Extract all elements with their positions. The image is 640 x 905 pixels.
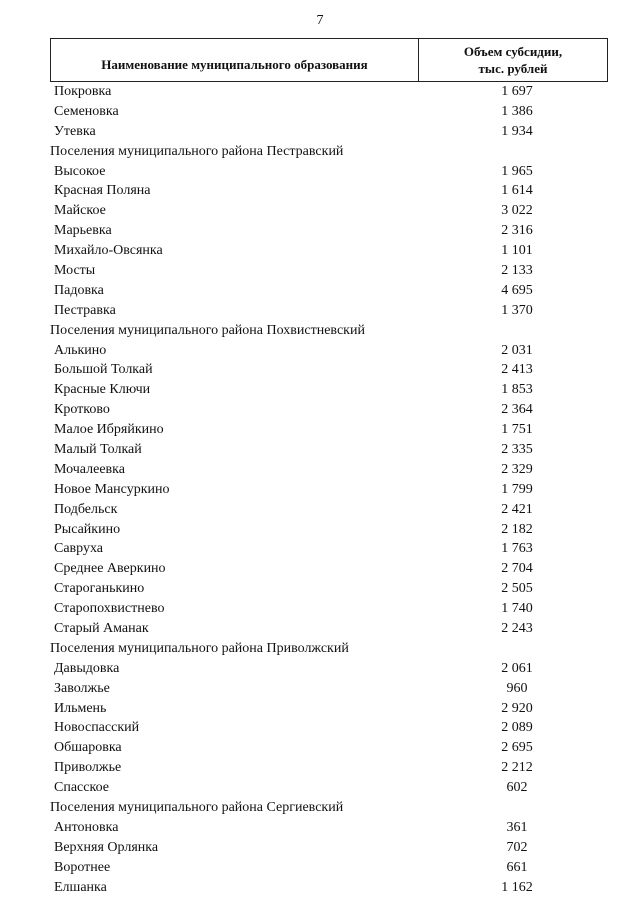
subsidy-value: 4 695 <box>501 282 533 298</box>
subsidy-value: 2 421 <box>501 501 533 517</box>
table-row <box>50 480 608 500</box>
municipality-name: Спасское <box>54 780 109 796</box>
subsidy-value: 702 <box>506 839 528 855</box>
section-header-row <box>50 798 608 818</box>
municipality-name: Антоновка <box>54 819 119 835</box>
table-body <box>50 82 608 898</box>
table-row <box>50 162 608 182</box>
subsidy-value: 1 101 <box>501 243 533 259</box>
table-row <box>50 500 608 520</box>
subsidy-value: 2 364 <box>501 402 533 418</box>
municipality-name: Семеновка <box>54 103 119 119</box>
table-header <box>50 38 608 82</box>
municipality-name: Савруха <box>54 541 104 557</box>
table-row <box>50 122 608 142</box>
subsidy-value: 3 022 <box>501 203 533 219</box>
table-row <box>50 360 608 380</box>
subsidy-value: 1 799 <box>501 481 533 497</box>
table-row <box>50 420 608 440</box>
subsidy-value: 1 740 <box>501 601 533 617</box>
table-row <box>50 719 608 739</box>
municipality-name: Малое Ибряйкино <box>54 422 164 438</box>
subsidy-value: 1 965 <box>501 163 533 179</box>
municipality-name: Старый Аманак <box>54 620 149 636</box>
table-row <box>50 460 608 480</box>
table-row <box>50 579 608 599</box>
subsidy-value: 2 704 <box>501 561 533 577</box>
municipality-name: Падовка <box>54 282 104 298</box>
page-number: 7 <box>316 13 324 28</box>
table-row <box>50 181 608 201</box>
municipality-name: Ильмень <box>54 700 107 716</box>
table-row <box>50 301 608 321</box>
municipality-name: Воротнее <box>54 859 111 875</box>
table-row <box>50 619 608 639</box>
municipality-name: Давыдовка <box>54 660 120 676</box>
table-row <box>50 679 608 699</box>
table-row <box>50 440 608 460</box>
table-row <box>50 858 608 878</box>
subsidy-table <box>50 38 608 898</box>
table-row <box>50 520 608 540</box>
subsidy-value: 2 920 <box>501 700 533 716</box>
table-row <box>50 400 608 420</box>
subsidy-value: 2 182 <box>501 521 533 537</box>
municipality-name: Мосты <box>54 262 96 278</box>
table-row <box>50 878 608 898</box>
table-row <box>50 659 608 679</box>
municipality-name: Красные Ключи <box>54 382 151 398</box>
municipality-name: Пестравка <box>54 302 116 318</box>
table-row <box>50 201 608 221</box>
municipality-name: Подбельск <box>54 501 118 517</box>
subsidy-value: 1 614 <box>501 183 533 199</box>
municipality-name: Майское <box>54 203 106 219</box>
table-row <box>50 539 608 559</box>
municipality-name: Михайло-Овсянка <box>54 243 163 259</box>
table-row <box>50 341 608 361</box>
subsidy-value: 1 162 <box>501 879 533 895</box>
subsidy-value: 2 316 <box>501 223 533 239</box>
table-row <box>50 380 608 400</box>
subsidy-value: 1 763 <box>501 541 533 557</box>
subsidy-value: 2 335 <box>501 441 533 457</box>
municipality-name: Заволжье <box>54 680 110 696</box>
municipality-name: Утевка <box>54 123 96 139</box>
municipality-name: Большой Толкай <box>54 362 153 378</box>
subsidy-value: 1 934 <box>501 123 533 139</box>
table-row <box>50 82 608 102</box>
table-row <box>50 758 608 778</box>
header-municipality-name: Наименование муниципального образования <box>51 39 419 81</box>
municipality-name: Староганькино <box>54 581 145 597</box>
table-row <box>50 261 608 281</box>
subsidy-value: 2 329 <box>501 461 533 477</box>
table-row <box>50 778 608 798</box>
subsidy-value: 2 413 <box>501 362 533 378</box>
table-row <box>50 818 608 838</box>
municipality-name: Старопохвистнево <box>54 601 165 617</box>
municipality-name: Красная Поляна <box>54 183 151 199</box>
municipality-name: Алькино <box>54 342 107 358</box>
subsidy-value: 2 089 <box>501 720 533 736</box>
header-subsidy-amount-line1: Объем субсидии, <box>463 44 563 59</box>
municipality-name: Кротково <box>54 402 110 418</box>
subsidy-value: 2 133 <box>501 262 533 278</box>
subsidy-value: 1 751 <box>501 422 533 438</box>
table-row <box>50 281 608 301</box>
table-row <box>50 699 608 719</box>
table-row <box>50 599 608 619</box>
section-title: Поселения муниципального района Сергиевский <box>50 800 344 815</box>
section-title: Поселения муниципального района Похвистневский <box>50 322 365 338</box>
municipality-name: Малый Толкай <box>54 441 142 457</box>
municipality-name: Новоспасский <box>54 720 140 736</box>
municipality-name: Мочалеевка <box>54 461 125 477</box>
table-row <box>50 738 608 758</box>
subsidy-value: 2 243 <box>501 620 533 636</box>
subsidy-value: 661 <box>506 859 528 875</box>
municipality-name: Покровка <box>54 83 112 99</box>
subsidy-value: 2 505 <box>501 581 533 597</box>
table-row <box>50 559 608 579</box>
subsidy-value: 960 <box>506 680 528 696</box>
section-header-row <box>50 321 608 341</box>
municipality-name: Высокое <box>54 163 106 179</box>
subsidy-value: 1 370 <box>501 302 533 318</box>
section-header-row <box>50 142 608 162</box>
subsidy-value: 1 697 <box>501 83 533 99</box>
header-subsidy-amount <box>419 39 607 81</box>
subsidy-value: 2 061 <box>501 660 533 676</box>
subsidy-value: 361 <box>506 819 528 835</box>
table-row <box>50 102 608 122</box>
section-title: Поселения муниципального района Пестравский <box>50 143 344 159</box>
table-row <box>50 221 608 241</box>
section-title: Поселения муниципального района Приволжский <box>50 640 349 656</box>
municipality-name: Новое Мансуркино <box>54 481 170 497</box>
section-header-row <box>50 639 608 659</box>
municipality-name: Верхняя Орлянка <box>54 839 159 855</box>
subsidy-value: 1 386 <box>501 103 533 119</box>
subsidy-value: 2 695 <box>501 740 533 756</box>
subsidy-value: 602 <box>506 780 528 796</box>
municipality-name: Среднее Аверкино <box>54 561 166 577</box>
municipality-name: Елшанка <box>54 879 107 895</box>
municipality-name: Марьевка <box>54 223 112 239</box>
subsidy-value: 2 031 <box>501 342 533 358</box>
header-subsidy-amount-line2: тыс. рублей <box>478 61 548 76</box>
municipality-name: Рысайкино <box>54 521 121 537</box>
table-row <box>50 838 608 858</box>
municipality-name: Обшаровка <box>54 740 122 756</box>
subsidy-value: 2 212 <box>501 760 533 776</box>
subsidy-value: 1 853 <box>501 382 533 398</box>
table-row <box>50 241 608 261</box>
municipality-name: Приволжье <box>54 760 122 776</box>
